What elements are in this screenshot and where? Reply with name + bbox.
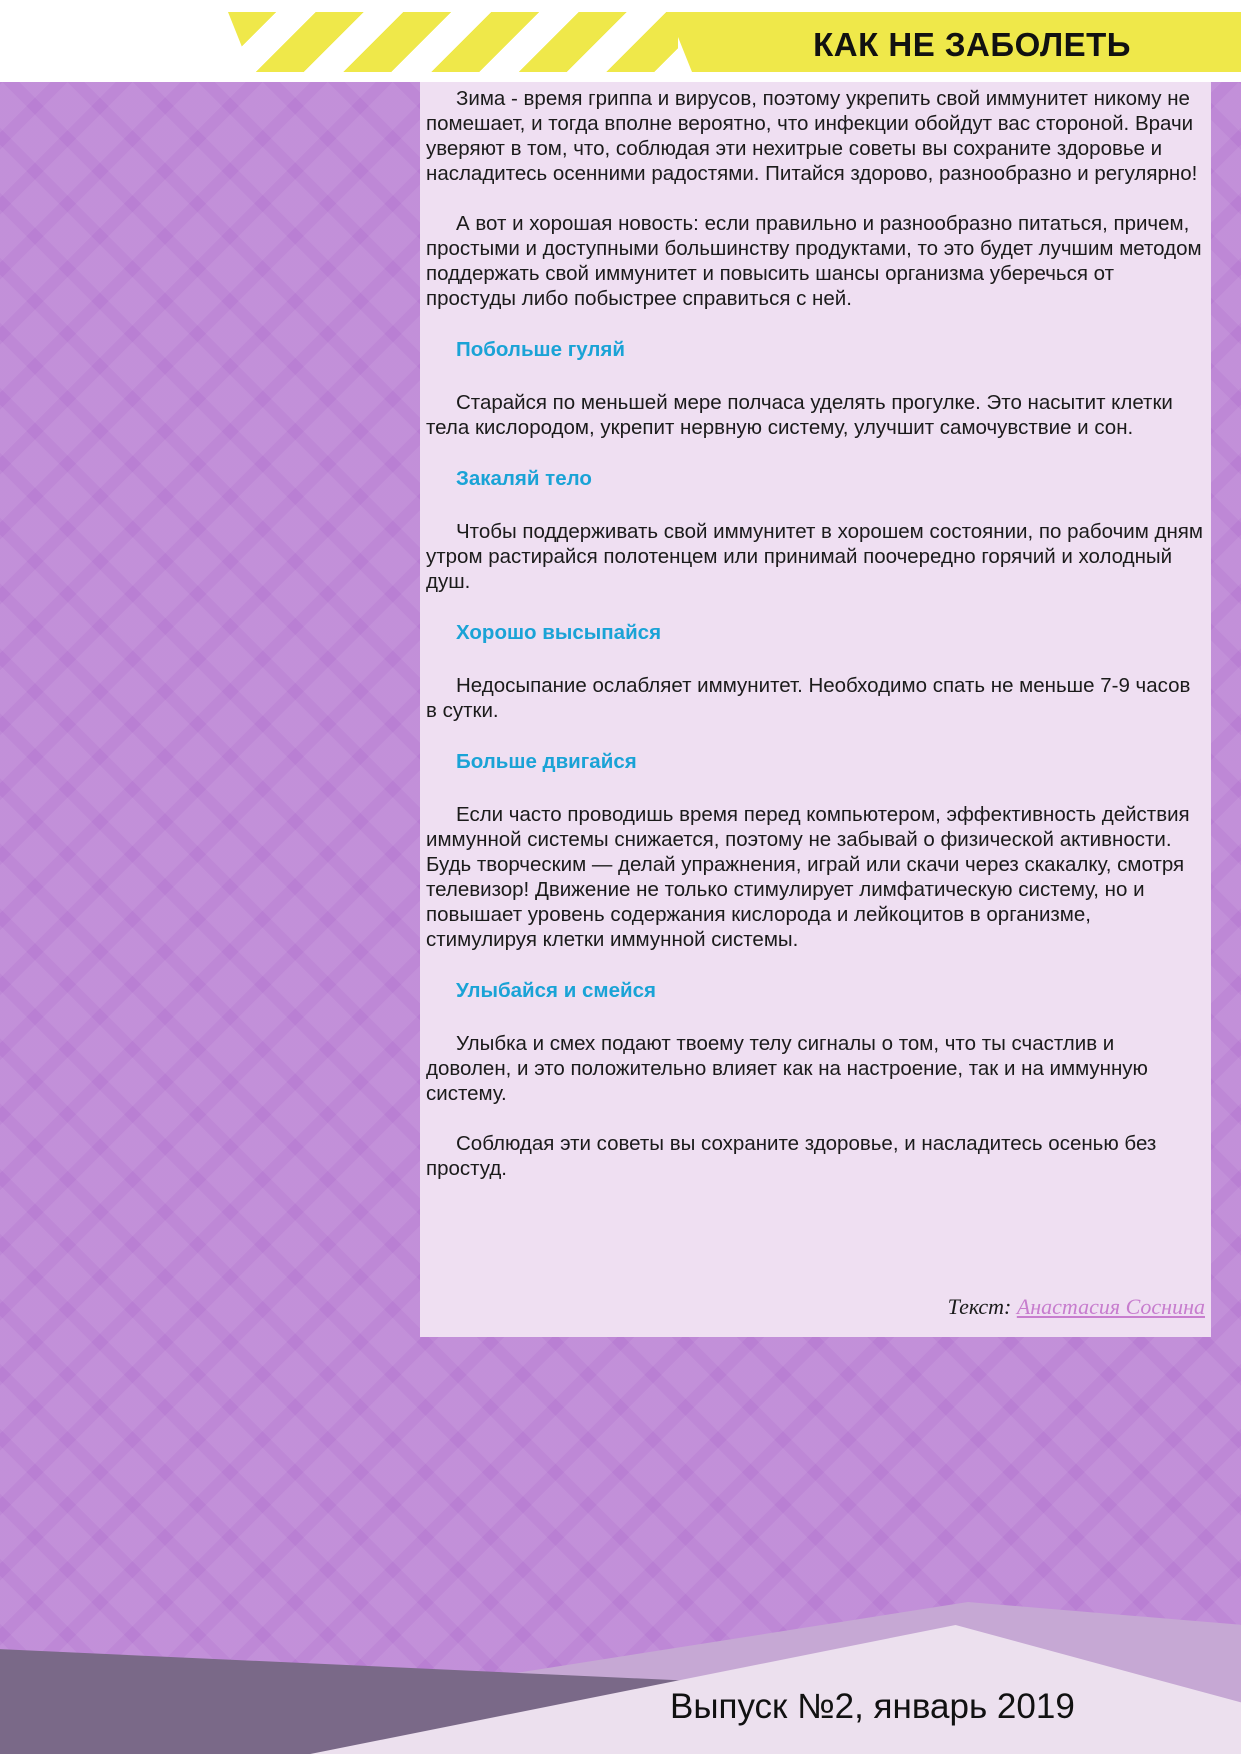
section-heading-sleep: Хорошо высыпайся [456,621,662,644]
section-text-move: Если часто проводишь время перед компьютером, эффективность действия иммунной системы снижается, поэтому не забывай о физической активности. Будь творческим — делай упражнения, играй или скачи через скакалку, смотря телевизор! Движение не только стимулирует лимфатическую систему, но и повышает уровень содержания кислорода и лейкоцитов в организме, стимулируя клетки иммунной системы. [426,803,1190,951]
section-heading-smile: Улыбайся и смейся [456,979,656,1002]
article [420,82,1211,1337]
credit-label: Текст: [947,1294,1012,1319]
intro-paragraph-2: А вот и хорошая новость: если правильно и разнообразно питаться, причем, простыми и доступными большинству продуктами, то это будет лучшим методом поддержать свой иммунитет и повысить шансы организма уберечься от простуды либо побыстрее справиться с ней. [426,212,1202,310]
article-credit [948,1294,1205,1320]
issue-number: Выпуск №2, январь 2019 [670,1687,1075,1726]
page-title: КАК НЕ ЗАБОЛЕТЬ [813,26,1131,63]
credit-author-link[interactable]: Анастасия Соснина [1016,1294,1205,1319]
section-heading-move: Больше двигайся [456,750,637,773]
section-text-harden: Чтобы поддерживать свой иммунитет в хорошем состоянии, по рабочим дням утром растирайся полотенцем или принимай поочередно горячий и холодный душ. [426,520,1203,593]
section-heading-walk: Побольше гуляй [456,338,625,361]
section-text-walk: Старайся по меньшей мере полчаса уделять прогулке. Это насытит клетки тела кислородом, укрепит нервную систему, улучшит самочувствие и сон. [426,391,1173,439]
header-stripes [228,12,678,72]
section-text-sleep: Недосыпание ослабляет иммунитет. Необходимо спать не меньше 7-9 часов в сутки. [426,674,1191,722]
outro-paragraph: Соблюдая эти советы вы сохраните здоровье, и насладитесь осенью без простуд. [426,1132,1157,1180]
section-text-smile: Улыбка и смех подают твоему телу сигналы о том, что ты счастлив и доволен, и это положительно влияет как на настроение, так и на иммунную систему. [426,1032,1148,1105]
section-heading-harden: Закаляй тело [456,467,592,490]
intro-paragraph-1: Зима - время гриппа и вирусов, поэтому укрепить свой иммунитет никому не помешает, и тогда вполне вероятно, что инфекции обойдут вас стороной. Врачи уверяют в том, что, соблюдая эти нехитрые советы вы сохраните здоровье и насладитесь осенними радостями. Питайся здорово, разнообразно и регулярно! [426,87,1198,185]
